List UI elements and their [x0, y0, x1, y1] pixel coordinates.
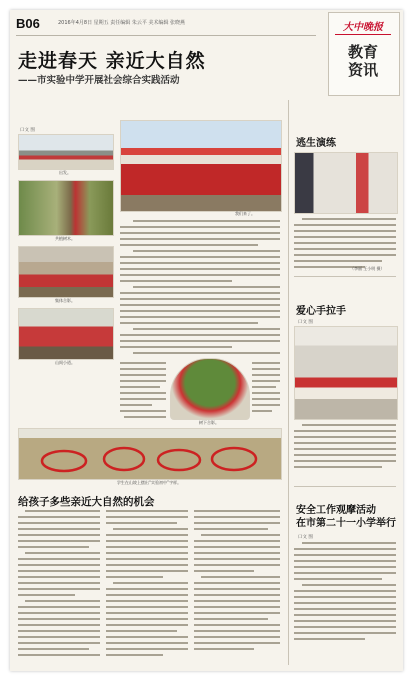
newspaper-page	[10, 10, 403, 671]
sidebar-story3-byline: 口文 图	[298, 535, 313, 540]
caption-bus: 出发。	[59, 170, 71, 175]
sidebar-story2-body	[294, 424, 396, 476]
sidebar-story1-title: 逃生演练	[296, 138, 336, 149]
main-byline: 口文 图	[20, 128, 35, 133]
secondary-body-col2	[106, 510, 188, 662]
newspaper-logo: 大中晚报	[343, 22, 383, 33]
sidebar-divider-2	[294, 486, 396, 487]
section-name: 教育 资讯	[347, 43, 378, 79]
main-article-body-cont2	[252, 362, 280, 420]
photo-trail	[18, 308, 114, 360]
caption-group: 集体合影。	[55, 298, 75, 303]
sidebar-story3-title: 安全工作观摩活动 在市第二十一小学举行	[296, 505, 396, 529]
column-divider	[288, 100, 289, 665]
secondary-body-col3	[194, 510, 280, 662]
main-article-body	[120, 220, 280, 356]
page-code: B06	[16, 16, 40, 31]
caption-field: 学生在山坡上摆出“实验初中”字样。	[116, 480, 182, 485]
sidebar-divider-1	[294, 276, 396, 277]
photo-flag	[120, 120, 282, 212]
photo-field	[18, 428, 282, 480]
page-meta: 2016年4月8日 星期五 责任编辑 朱云平 美术编辑 张晓燕	[58, 20, 186, 26]
secondary-body-col1	[18, 510, 100, 662]
caption-planting: 共植树木。	[55, 236, 75, 241]
main-headline: 走进春天 亲近大自然	[18, 50, 206, 72]
caption-tree: 树下合影。	[199, 420, 219, 425]
photo-tree	[170, 358, 250, 420]
photo-group	[18, 246, 114, 298]
secondary-headline: 给孩子多些亲近大自然的机会	[18, 496, 155, 508]
sidebar-story1-credit: （李丽 王小明 摄）	[350, 266, 385, 271]
photo-planting	[18, 180, 114, 236]
header-divider	[16, 35, 316, 36]
caption-trail: 山间小道。	[55, 360, 75, 365]
sidebar-story1-body	[294, 218, 396, 272]
main-article-body-cont	[120, 362, 166, 420]
logo-divider	[335, 34, 391, 35]
sidebar-story3-body	[294, 542, 396, 660]
sidebar-story2-byline: 口文 图	[298, 320, 313, 325]
photo-hand-in-hand	[294, 326, 398, 420]
field-students-formation	[19, 429, 281, 479]
main-subheadline: ——市实验中学开展社会综合实践活动	[18, 75, 180, 86]
caption-flag: 我们来了。	[235, 211, 255, 216]
photo-evacuation-drill	[294, 152, 398, 214]
photo-bus	[18, 134, 114, 170]
sidebar-story2-title: 爱心手拉手	[296, 306, 346, 317]
